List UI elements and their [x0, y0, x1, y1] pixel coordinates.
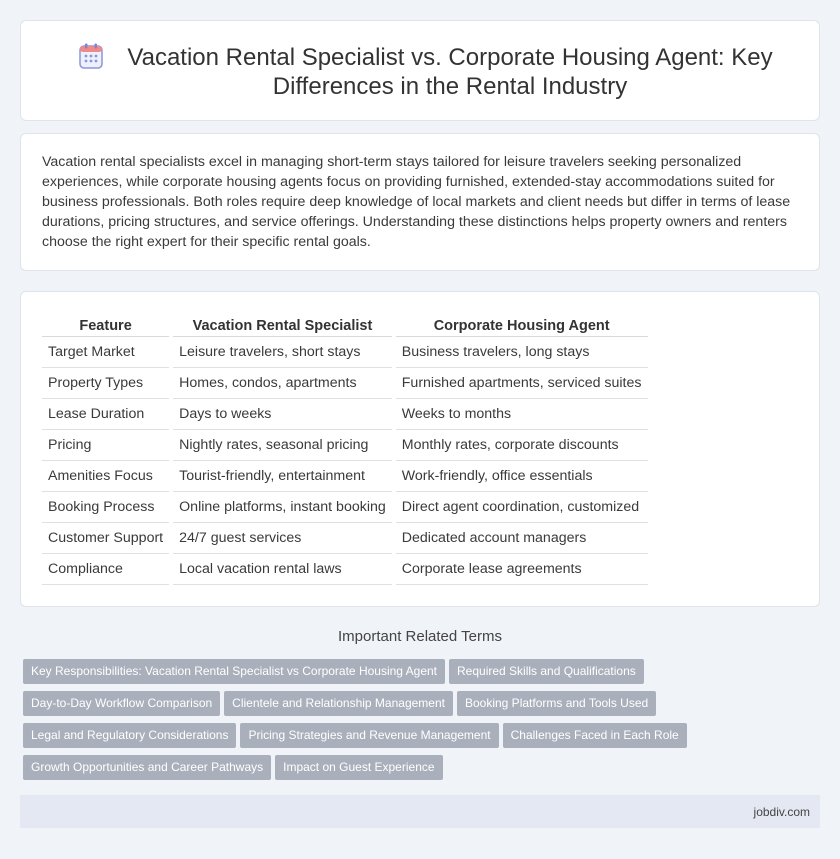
related-term-tag[interactable]: Booking Platforms and Tools Used: [457, 691, 656, 716]
table-cell: Monthly rates, corporate discounts: [394, 430, 648, 461]
table-row: [42, 399, 648, 430]
table-row: [42, 461, 648, 492]
table-cell: Nightly rates, seasonal pricing: [171, 430, 394, 461]
table-cell: Leisure travelers, short stays: [171, 337, 394, 368]
column-header: Corporate Housing Agent: [394, 315, 648, 337]
table-header-row: [42, 315, 648, 337]
table-cell: Dedicated account managers: [394, 523, 648, 554]
table-row: [42, 554, 648, 585]
related-term-tag[interactable]: Challenges Faced in Each Role: [503, 723, 687, 748]
comparison-table: [42, 315, 648, 585]
related-term-tag[interactable]: Growth Opportunities and Career Pathways: [23, 755, 271, 780]
table-row: [42, 337, 648, 368]
tag-row: [23, 723, 823, 755]
related-term-tag[interactable]: Legal and Regulatory Considerations: [23, 723, 236, 748]
tag-row: [23, 659, 823, 691]
tag-row: [23, 691, 823, 723]
related-term-tag[interactable]: Clientele and Relationship Management: [224, 691, 453, 716]
related-term-tag[interactable]: Required Skills and Qualifications: [449, 659, 644, 684]
table-cell: Days to weeks: [171, 399, 394, 430]
table-cell: Weeks to months: [394, 399, 648, 430]
comparison-card: [20, 291, 820, 607]
table-cell: Local vacation rental laws: [171, 554, 394, 585]
table-row: [42, 492, 648, 523]
related-terms-tags: [23, 659, 823, 787]
table-cell: 24/7 guest services: [171, 523, 394, 554]
related-term-tag[interactable]: Key Responsibilities: Vacation Rental Specialist vs Corporate Housing Agent: [23, 659, 445, 684]
table-cell: Property Types: [42, 368, 171, 399]
footer: [20, 795, 820, 828]
intro-card: [20, 133, 820, 271]
related-terms-title: Important Related Terms: [338, 628, 502, 645]
table-row: [42, 368, 648, 399]
column-header: Vacation Rental Specialist: [171, 315, 394, 337]
table-cell: Customer Support: [42, 523, 171, 554]
table-cell: Furnished apartments, serviced suites: [394, 368, 648, 399]
column-header: Feature: [42, 315, 171, 337]
table-cell: Direct agent coordination, customized: [394, 492, 648, 523]
table-cell: Work-friendly, office essentials: [394, 461, 648, 492]
table-cell: Pricing: [42, 430, 171, 461]
table-row: [42, 523, 648, 554]
table-cell: Target Market: [42, 337, 171, 368]
table-cell: Compliance: [42, 554, 171, 585]
table-cell: Online platforms, instant booking: [171, 492, 394, 523]
intro-paragraph: Vacation rental specialists excel in managing short-term stays tailored for leisure travelers seeking personalized experiences, while corporate housing agents focus on providing furnished, extended-stay accommodations suited for business professionals. Both roles require deep knowledge of local markets and client needs but differ in terms of lease durations, pricing structures, and service offerings. Understanding these distinctions helps property owners and renters choose the right expert for their specific rental goals.: [42, 154, 791, 250]
header-card: [20, 20, 820, 121]
related-term-tag[interactable]: Impact on Guest Experience: [275, 755, 442, 780]
table-cell: Booking Process: [42, 492, 171, 523]
footer-site-link[interactable]: jobdiv.com: [753, 805, 810, 819]
table-cell: Business travelers, long stays: [394, 337, 648, 368]
table-row: [42, 430, 648, 461]
related-term-tag[interactable]: Pricing Strategies and Revenue Management: [240, 723, 498, 748]
table-cell: Tourist-friendly, entertainment: [171, 461, 394, 492]
table-cell: Lease Duration: [42, 399, 171, 430]
table-cell: Homes, condos, apartments: [171, 368, 394, 399]
related-term-tag[interactable]: Day-to-Day Workflow Comparison: [23, 691, 220, 716]
table-cell: Corporate lease agreements: [394, 554, 648, 585]
tag-row: [23, 755, 823, 787]
page-title: Vacation Rental Specialist vs. Corporate Housing Agent: Key Differences in the Rental Industry: [127, 44, 773, 100]
table-cell: Amenities Focus: [42, 461, 171, 492]
